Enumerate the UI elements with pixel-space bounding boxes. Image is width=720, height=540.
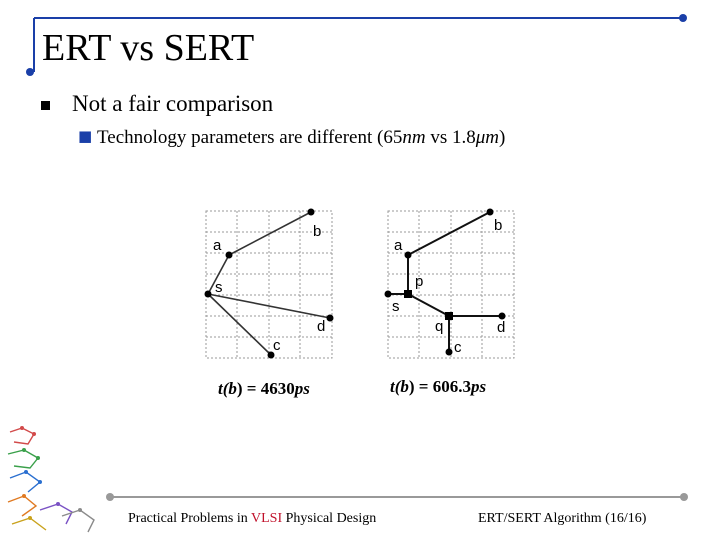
ert-tree-diagram	[200, 205, 340, 363]
frame-dot-left	[26, 68, 34, 76]
sert-label-p: p	[415, 273, 424, 290]
ert-label-c: c	[273, 337, 281, 354]
bullet-level-2: Technology parameters are different (65nm vs 1.8μm)	[97, 127, 506, 148]
corner-tree-graphic	[0, 420, 110, 540]
sert-label-d: d	[497, 319, 506, 336]
slide-title: ERT vs SERT	[42, 27, 255, 69]
sert-delay-caption: t(b) = 606.3ps	[390, 377, 487, 396]
sert-label-b: b	[494, 217, 503, 234]
sert-tree-diagram	[382, 205, 522, 363]
footer-course-title: Practical Problems in VLSI Physical Design	[128, 511, 377, 526]
ert-label-d: d	[317, 318, 326, 335]
bullet-level-1: Not a fair comparison	[72, 91, 274, 116]
frame-dot-right	[679, 14, 687, 22]
ert-label-s: s	[215, 279, 223, 296]
ert-delay-caption: t(b) = 4630ps	[218, 379, 310, 398]
ert-label-b: b	[313, 223, 322, 240]
bullet-square-icon	[41, 101, 50, 110]
sert-label-a: a	[394, 237, 403, 254]
footer-page-label: ERT/SERT Algorithm (16/16)	[478, 511, 647, 526]
footer-line	[100, 490, 700, 504]
ert-label-a: a	[213, 237, 222, 254]
sert-label-s: s	[392, 298, 400, 315]
bullet-square-small-icon: ■	[78, 127, 93, 145]
sert-label-c: c	[454, 339, 462, 356]
sert-label-q: q	[435, 318, 444, 335]
